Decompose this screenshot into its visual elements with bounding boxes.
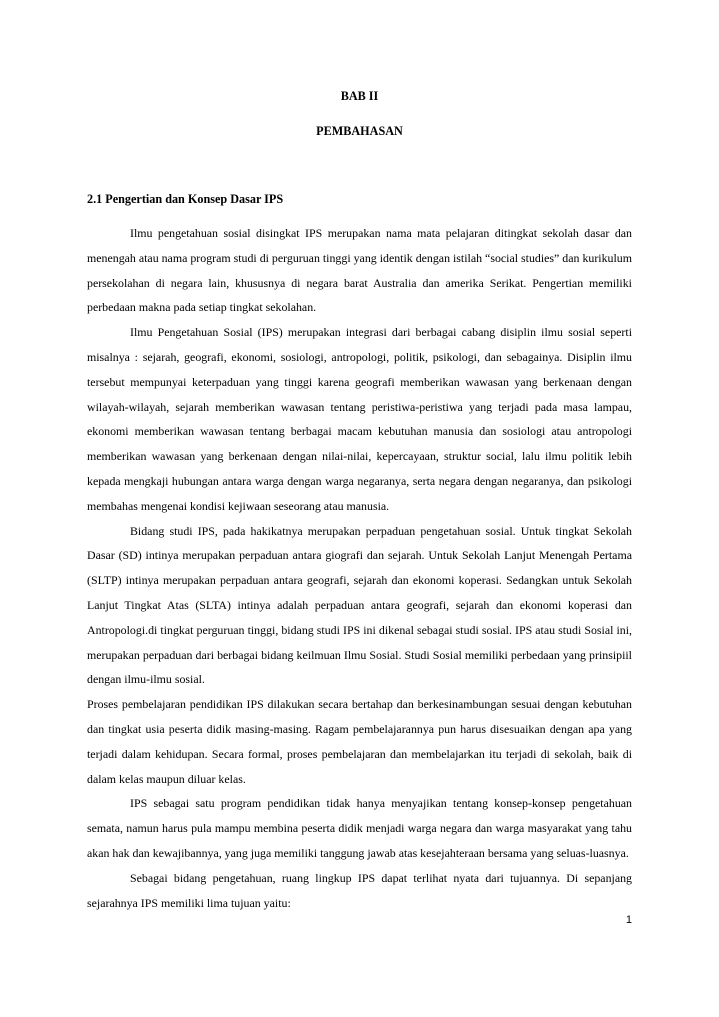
- chapter-subtitle: PEMBAHASAN: [316, 124, 403, 138]
- paragraph-education-program: IPS sebagai satu program pendidikan tidak hanya menyajikan tentang konsep-konsep pengetahuan semata, namun harus pula mampu membina peserta didik menjadi warga negara dan warga masyarakat yang tahu akan hak dan kewajibannya, yang juga memiliki tanggung jawab atas kesejahteraan bersama yang seluas-luasnya.: [87, 796, 632, 860]
- paragraph-learning-process: Proses pembelajaran pendidikan IPS dilakukan secara bertahap dan berkesinambungan sesuai dengan kebutuhan dan tingkat usia peserta didik masing-masing. Ragam pembelajarannya pun harus disesuaikan dengan apa yang terjadi dalam kehidupan. Secara formal, proses pembelajaran dan membelajarkan itu terjadi di sekolah, baik di dalam kelas maupun diluar kelas.: [87, 697, 632, 786]
- paragraph-ips-study-field: Bidang studi IPS, pada hakikatnya merupakan perpaduan pengetahuan sosial. Untuk tingkat Sekolah Dasar (SD) intinya merupakan perpaduan antara giografi dan sejarah. Untuk Sekolah Lanjut Menengah Pertama (SLTP) intinya merupakan perpaduan antara geografi, sejarah dan ekonomi koperasi. Sedangkan untuk Sekolah Lanjut Tingkat Atas (SLTA) intinya adalah perpaduan antara geografi, sejarah dan ekonomi koperasi dan Antropologi.di tingkat perguruan tinggi, bidang studi IPS ini dikenal sebagai studi sosial. IPS atau studi Sosial ini, merupakan perpaduan dari berbagai bidang keilmuan Ilmu Sosial. Studi Sosial memiliki perbedaan yang prinsipiil dengan ilmu-ilmu sosial.: [87, 523, 632, 687]
- body-text: [87, 221, 632, 915]
- paragraph-scope-goals: Sebagai bidang pengetahuan, ruang lingkup IPS dapat terlihat nyata dari tujuannya. Di sepanjang sejarahnya IPS memiliki lima tujuan yaitu:: [87, 870, 632, 910]
- chapter-title: BAB II: [340, 89, 379, 103]
- page-number: 1: [625, 914, 632, 926]
- paragraph-ips-definition: Ilmu pengetahuan sosial disingkat IPS merupakan nama mata pelajaran ditingkat sekolah dasar dan menengah atau nama program studi di perguruan tinggi yang identik dengan istilah “social studies” dan kurikulum persekolahan di negara lain, khususnya di negara barat Australia dan amerika Serikat. Pengertian memiliki perbedaan makna pada setiap tingkat sekolahan.: [87, 226, 632, 315]
- section-heading: 2.1 Pengertian dan Konsep Dasar IPS: [87, 192, 284, 206]
- paragraph-ips-integration: Ilmu Pengetahuan Sosial (IPS) merupakan integrasi dari berbagai cabang disiplin ilmu sosial seperti misalnya : sejarah, geografi, ekonomi, sosiologi, antropologi, politik, psikologi, dan sebagainya. Disiplin ilmu tersebut mempunyai keterpaduan yang tinggi karena geografi memberikan wawasan yang berkenaan dengan wilayah-wilayah, sejarah memberikan wawasan tentang peristiwa-peristiwa yang terjadi pada masa lampau, ekonomi memberikan wawasan tentang berbagai macam kebutuhan manusia dan sosiologi atau antropologi memberikan wawasan yang berkenaan dengan nilai-nilai, kepercayaan, struktur social, lalu ilmu politik lebih kepada mengkaji hubungan antara warga dengan warga negaranya, serta negara dengan negaranya, dan psikologi membahas mengenai kondisi kejiwaan seseorang atau manusia.: [87, 325, 632, 513]
